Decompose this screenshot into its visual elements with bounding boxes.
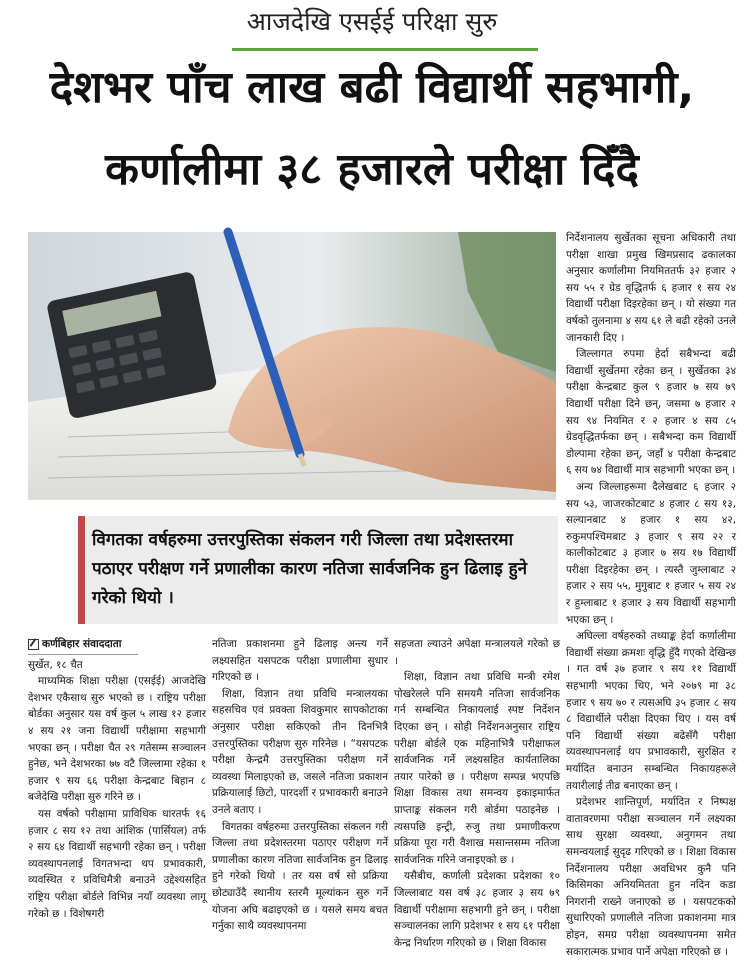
paragraph: अन्य जिल्लाहरूमा दैलेखबाट ६ हजार २ सय ५३, जाजरकोटबाट ४ हजार ८ सय १३, सल्यानबाट ४ हजार १ सय ४२, रुकुमपश्चिमबाट ३ हजार ९ सय २२ र कालीकोटबाट ३ हजार ७ सय १७ विद्यार्थी परीक्षा दिइरहेका छन् । त्यस्तै जुम्लाबाट २ हजार २ सय ५५, मुगुबाट १ हजार ५ सय २४ र हुम्लाबाट १ हजार ३ सय विद्यार्थी सहभागी भएका छन् । [566, 480, 736, 626]
kicker-title: आजदेखि एसईई परिक्षा सुरु [246, 7, 498, 36]
byline-divider [28, 654, 138, 655]
pen-icon [28, 639, 39, 650]
article-column-2 [212, 636, 388, 933]
kicker-underline [232, 48, 538, 51]
byline [28, 636, 206, 653]
student-writing-exam-photo [28, 232, 556, 500]
paragraph: निर्देशनालय सुर्खेतका सूचना अधिकारी तथा परीक्षा शाखा प्रमुख खिमप्रसाद ढकालका अनुसार कर्णालीमा नियमिततर्फ ३२ हजार २ सय ५५ र ग्रेड वृद्धितर्फ ६ हजार १ सय २४ विद्यार्थी परीक्षा दिइरहेका छन् । यो संख्या गत वर्षको तुलनामा ४ सय ६१ ले बढी रहेको उनले जानकारी दिए । [566, 232, 736, 344]
headline-line-2: कर्णालीमा ३८ हजारले परीक्षा दिँदै [105, 144, 639, 195]
paragraph: यस वर्षको परीक्षामा प्राविधिक धारतर्फ १६ हजार ८ सय १२ तथा आंशिक (पार्सियल) तर्फ २ सय ६४ विद्यार्थी सहभागी रहेका छन् । परीक्षा व्यवस्थापनलाई विगतभन्दा थप प्रभावकारी, व्यवस्थित र प्रविधिमैत्री बनाउने उद्देश्यसहित राष्ट्रिय परीक्षा बोर्डले विभिन्न नयाँ व्यवस्था लागू गरेको छ । विशेषगरी [28, 807, 206, 920]
paragraph: शिक्षा, विज्ञान तथा प्रविधि मन्त्रालयका सहसचिव एवं प्रवक्ता शिवकुमार सापकोटाका अनुसार परीक्षा सकिएको तीन दिनभित्रै उत्तरपुस्तिका परीक्षण सुरु गरिनेछ । “यसपटक परीक्षा केन्द्रमै उत्तरपुस्तिका परीक्षण गर्ने व्यवस्था मिलाइएको छ, जसले नतिजा प्रकाशन प्रक्रियालाई छिटो, पारदर्शी र प्रभावकारी बनाउने उनले बताए । [212, 687, 388, 816]
article-column-1 [28, 636, 206, 920]
paragraph: शिक्षा, विज्ञान तथा प्रविधि मन्त्री रमेश पोखरेलले पनि समयमै नतिजा सार्वजनिक गर्न सम्बन्धित निकायलाई स्पष्ट निर्देशन दिएका छन् । सोही निर्देशनअनुसार राष्ट्रिय परीक्षा बोर्डले एक महिनाभित्रै परीक्षाफल सार्वजनिक गर्ने लक्ष्यसहित कार्यतालिका तयार पारेको छ । परीक्षण सम्पन्न भएपछि शिक्षा विकास तथा समन्वय इकाइमार्फत प्राप्ताङ्क संकलन गरी बोर्डमा पठाइनेछ । त्यसपछि इन्ट्री, रुजु तथा प्रमाणीकरण प्रक्रिया पूरा गरी वैशाख मसान्तसम्म नतिजा सार्वजनिक गरिने जनाइएको छ । [394, 671, 560, 866]
headline-line-1: देशभर पाँच लाख बढी विद्यार्थी सहभागी, [49, 62, 695, 113]
paragraph: जिल्लागत रुपमा हेर्दा सबैभन्दा बढी विद्यार्थी सुर्खेतमा रहेका छन् । सुर्खेतका ३४ परीक्षा केन्द्रबाट कुल ९ हजार ७ सय ७९ विद्यार्थी परीक्षा दिने छन्, जसमा ७ हजार २ सय ९४ नियमित र २ हजार ४ सय ८५ ग्रेडवृद्धितर्फका छन् । सबैभन्दा कम विद्यार्थी डोल्पामा रहेका छन्, जहाँ ४ परीक्षा केन्द्रबाट ६ सय ७४ विद्यार्थी मात्र सहभागी भएका छन् । [566, 348, 736, 477]
paragraph: अघिल्ला वर्षहरुको तथ्याङ्क हेर्दा कर्णालीमा विद्यार्थी संख्या क्रमशः वृद्धि हुँदै गएको देखिन्छ । गत वर्ष ३७ हजार ९ सय ११ विद्यार्थी सहभागी भएका थिए, भने २०७९ मा ३८ हजार ९ सय ७० र त्यसअघि ३५ हजार ८ सय ८ विद्यार्थीले परीक्षा दिएका थिए । यस वर्ष पनि विद्यार्थी संख्या बढेसँगै परीक्षा व्यवस्थापनलाई थप प्रभावकारी, सुरक्षित र मर्यादित बनाउन सम्बन्धित निकायहरूले तयारीलाई तीव्र बनाएका छन् । [566, 630, 736, 792]
paragraph: सहजता ल्याउने अपेक्षा मन्त्रालयले गरेको छ । [394, 638, 560, 667]
pull-quote: विगतका वर्षहरुमा उत्तरपुस्तिका संकलन गरी जिल्ला तथा प्रदेशस्तरमा पठाएर परीक्षण गर्ने प्रणालीका कारण नतिजा सार्वजनिक हुन ढिलाइ हुने गरेको थियो । [92, 530, 528, 608]
byline-source: कर्णबिहार संवाददाता [42, 638, 122, 650]
article-column-right [566, 230, 736, 958]
paragraph: नतिजा प्रकाशनमा हुने ढिलाइ अन्त्य गर्ने लक्ष्यसहित यसपटक परीक्षा प्रणालीमा सुधार गरिएको छ । [212, 638, 388, 684]
paragraph: प्रदेशभर शान्तिपूर्ण, मर्यादित र निष्पक्ष वातावरणमा परीक्षा सञ्चालन गर्ने लक्ष्यका साथ सुरक्षा व्यवस्था, अनुगमन तथा समन्वयलाई सुदृढ गरिएको छ । शिक्षा विकास निर्देशनालय परीक्षा अवधिभर कुनै पनि किसिमका अनियमितता हुन नदिन कडा निगरानी राख्ने जनाएको छ । यसपटकको सुधारिएको प्रणालीले नतिजा प्रकाशनमा मात्र होइन, समग्र परीक्षा व्यवस्थापनमा समेत सकारात्मक प्रभाव पार्ने अपेक्षा गरिएको छ । [566, 796, 736, 958]
paragraph: यसैबीच, कर्णाली प्रदेशका प्रदेशका १० जिल्लाबाट यस वर्ष ३८ हजार ३ सय ७९ विद्यार्थी परीक्षामा सहभागी हुने छन् । परीक्षा सञ्चालनका लागि प्रदेशभर १ सय ६१ परीक्षा केन्द्र निर्धारण गरिएको छ । शिक्षा विकास [394, 870, 560, 949]
paragraph: माध्यमिक शिक्षा परीक्षा (एसईई) आजदेखि देशभर एकैसाथ सुरु भएको छ । राष्ट्रिय परीक्षा बोर्डका अनुसार यस वर्ष कुल ५ लाख १२ हजार ४ सय २१ जना विद्यार्थी परीक्षामा सहभागी भएका छन् । परीक्षा चैत २९ गतेसम्म सञ्चालन हुनेछ, भने देशभरका ७७ वटै जिल्लामा रहेका १ हजार ९ सय ६६ परीक्षा केन्द्रबाट बिहान ८ बजेदेखि परीक्षा सुरु गरिने छ । [28, 675, 206, 804]
article-column-3 [394, 636, 560, 949]
dateline: सुर्खेत, १८ चैत [28, 658, 83, 671]
paragraph: विगतका वर्षहरुमा उत्तरपुस्तिका संकलन गरी जिल्ला तथा प्रदेशस्तरमा पठाएर परीक्षण गर्ने प्रणालीका कारण नतिजा सार्वजनिक हुन ढिलाइ हुने गरेको थियो । तर यस वर्ष सो प्रक्रिया छोट्याउँदै स्थानीय स्तरमै मूल्यांकन सुरु गर्ने योजना अघि बढाइएको छ । यसले समय बचत गर्नुका साथै व्यवस्थापनमा [212, 820, 388, 933]
